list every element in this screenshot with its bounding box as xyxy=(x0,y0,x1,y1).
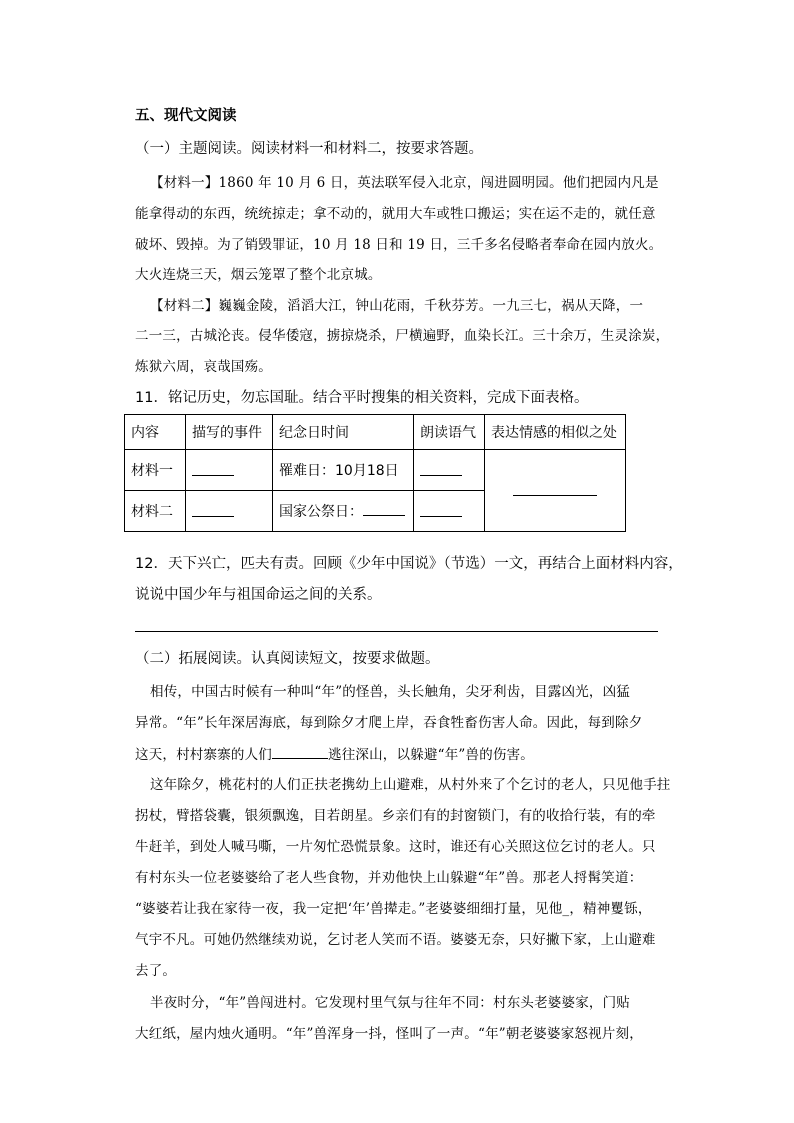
table-header-row xyxy=(125,415,626,450)
table-row xyxy=(125,450,626,491)
story-line: 气宇不凡。可她仍然继续劝说，乞讨老人笑而不语。婆婆无奈，只好撇下家，上山避难 xyxy=(135,932,656,948)
row-label: 材料一 xyxy=(125,450,186,491)
date-prefix: 国家公祭日： xyxy=(279,504,363,520)
answer-blank[interactable] xyxy=(192,502,234,517)
question-12-line: 12．天下兴亡，匹夫有责。回顾《少年中国说》（节选）一文，再结合上面材料内容， xyxy=(135,556,683,572)
table-header-cell: 描写的事件 xyxy=(186,415,273,450)
story-line: 有村东头一位老婆婆给了老人些食物，并劝他快上山躲避“年”兽。那老人捋髯笑道： xyxy=(135,870,643,886)
date-cell xyxy=(273,491,414,532)
answer-line[interactable] xyxy=(135,631,658,632)
material2-line: 炼狱六周，哀哉国殇。 xyxy=(135,359,272,375)
story-line: 这年除夕，桃花村的人们正扶老携幼上山避难，从村外来了个乞讨的老人，只见他手拄 xyxy=(150,777,671,793)
answer-blank[interactable] xyxy=(192,461,234,476)
answer-table xyxy=(124,414,626,532)
story-line: 异常。“年”长年深居海底，每到除夕才爬上岸，吞食牲畜伤害人命。因此，每到除夕 xyxy=(135,715,643,731)
story-line: “婆婆若让我在家待一夜，我一定把‘年’兽撵走。”老婆婆细细打量，见他_，精神矍铄， xyxy=(135,901,652,917)
part1-heading: （一）主题阅读。阅读材料一和材料二，按要求答题。 xyxy=(135,141,483,157)
story-line: 拐杖，臂搭袋囊，银须飘逸，目若朗星。乡亲们有的封窗锁门，有的收拾行装，有的牵 xyxy=(135,808,656,824)
material2-line: 二一三，古城沦丧。侵华倭寇，掳掠烧杀，尸横遍野，血染长江。三十余万，生灵涂炭， xyxy=(135,328,670,344)
story-line: 相传，中国古时候有一种叫“年”的怪兽，头长触角，尖牙利齿，目露凶光，凶猛 xyxy=(150,684,631,700)
answer-blank[interactable] xyxy=(363,501,405,516)
story-line: 去了。 xyxy=(135,963,177,979)
story-line xyxy=(135,744,534,765)
table-header-cell: 朗读语气 xyxy=(414,415,485,450)
answer-blank[interactable] xyxy=(272,744,328,759)
row-label: 材料二 xyxy=(125,491,186,532)
material1-line: 破坏、毁掉。为了销毁罪证，10 月 18 日和 19 日，三千多名侵略者奉命在园内放火。 xyxy=(135,237,663,253)
table-header-cell: 表达情感的相似之处 xyxy=(485,415,626,450)
emotion-blank-cell xyxy=(485,450,626,532)
material2-line: 【材料二】巍巍金陵，滔滔大江，钟山花雨，千秋芬芳。一九三七，祸从天降，一 xyxy=(150,298,644,314)
section-heading: 五、现代文阅读 xyxy=(135,108,237,124)
answer-blank[interactable] xyxy=(513,481,597,496)
tone-blank-cell xyxy=(414,450,485,491)
question-11: 11．铭记历史，勿忘国耻。结合平时搜集的相关资料，完成下面表格。 xyxy=(135,390,589,406)
material1-line: 【材料一】1860 年 10 月 6 日，英法联军侵入北京，闯进圆明园。他们把园内凡是 xyxy=(150,175,659,191)
tone-blank-cell xyxy=(414,491,485,532)
question-12-line: 说说中国少年与祖国命运之间的关系。 xyxy=(135,587,382,603)
event-blank-cell xyxy=(186,450,273,491)
material1-line: 能拿得动的东西，统统掠走；拿不动的，就用大车或牲口搬运；实在运不走的，就任意 xyxy=(135,206,656,222)
part2-heading: （二）拓展阅读。认真阅读短文，按要求做题。 xyxy=(135,651,440,667)
table-header-cell: 纪念日时间 xyxy=(273,415,414,450)
date-cell: 罹难日：10月18日 xyxy=(273,450,414,491)
story-line: 大红纸，屋内烛火通明。“年”兽浑身一抖，怪叫了一声。“年”朝老婆婆家怒视片刻， xyxy=(135,1026,643,1042)
story-line: 半夜时分，“年”兽闯进村。它发现村里气氛与往年不同：村东头老婆婆家，门贴 xyxy=(150,995,631,1011)
event-blank-cell xyxy=(186,491,273,532)
story-text: 这天，村村寨寨的人们 xyxy=(135,747,272,763)
story-line: 牛赶羊，到处人喊马嘶，一片匆忙恐慌景象。这时，谁还有心关照这位乞讨的老人。只 xyxy=(135,839,656,855)
answer-blank[interactable] xyxy=(420,461,462,476)
story-text: 逃往深山，以躲避“年”兽的伤害。 xyxy=(328,747,535,763)
answer-blank[interactable] xyxy=(420,502,462,517)
table-header-cell: 内容 xyxy=(125,415,186,450)
material1-line: 大火连烧三天，烟云笼罩了整个北京城。 xyxy=(135,267,382,283)
